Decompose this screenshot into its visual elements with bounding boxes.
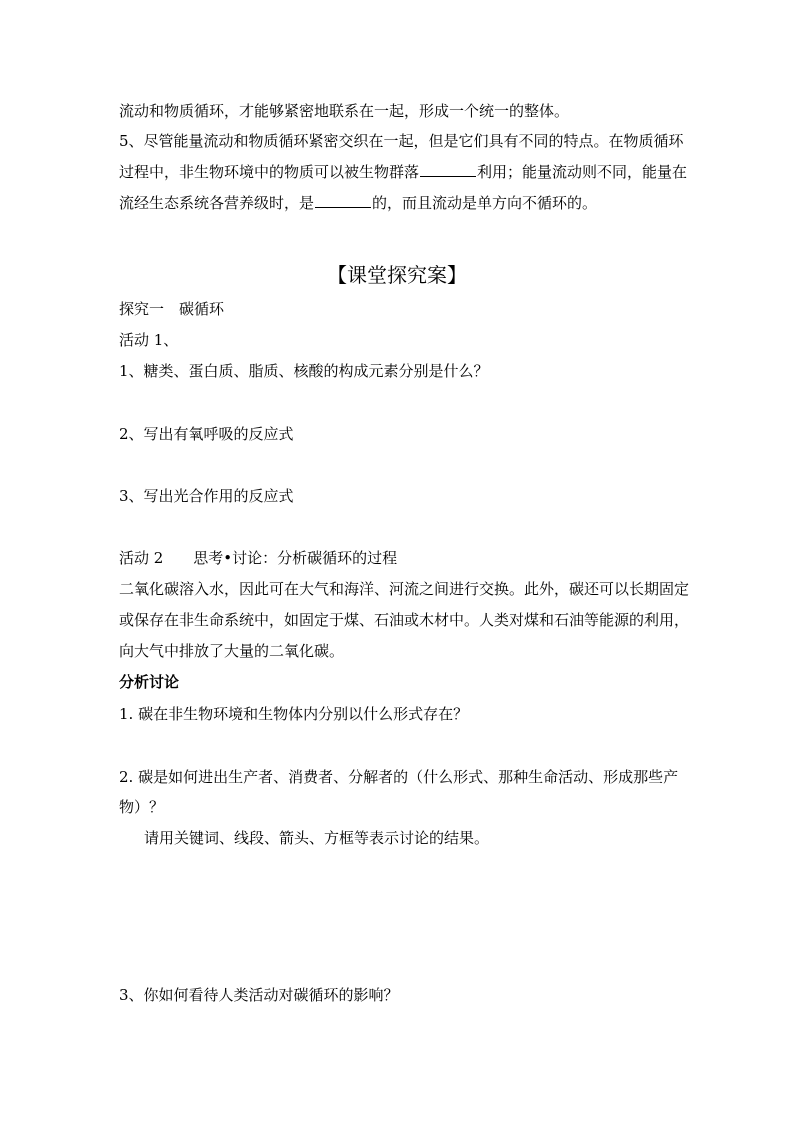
explore-1-heading: 探究一 碳循环 [119,300,225,318]
question-2: 2、写出有氧呼吸的反应式 [119,425,294,443]
analysis-question-1: 1. 碳在非生物环境和生物体内分别以什么形式存在？ [119,705,469,723]
intro-line-3 [119,162,687,182]
intro-line-3-start: 过程中，非生物环境中的物质可以被生物群落 [119,163,420,181]
fill-blank-1[interactable] [420,162,476,177]
intro-line-4-start: 流经生态系统各营养级时，是 [119,194,315,212]
section-title: 【课堂探究案】 [327,263,467,287]
analysis-question-2-line-1: 2. 碳是如何进出生产者、消费者、分解者的（什么形式、那种生命活动、形成那些产 [119,768,679,786]
intro-line-2: 5、尽管能量流动和物质循环紧密交织在一起，但是它们具有不同的特点。在物质循环 [119,132,684,150]
analysis-heading: 分析讨论 [119,673,180,691]
activity-2-paragraph-line-3: 向大气中排放了大量的二氧化碳。 [119,642,345,660]
fill-blank-2[interactable] [315,193,371,208]
activity-2-paragraph-line-1: 二氧化碳溶入水，因此可在大气和海洋、河流之间进行交换。此外，碳还可以长期固定 [119,580,690,598]
intro-line-4-end: 的，而且流动是单方向不循环的。 [372,194,598,212]
activity-2-heading: 活动 2 思考•讨论：分析碳循环的过程 [119,549,398,567]
question-3: 3、写出光合作用的反应式 [119,487,294,505]
activity-2-paragraph-line-2: 或保存在非生命系统中，如固定于煤、石油或木材中。人类对煤和石油等能源的利用， [119,611,690,629]
intro-line-4 [119,193,597,213]
analysis-question-3: 3、你如何看待人类活动对碳循环的影响？ [119,986,399,1004]
analysis-note: 请用关键词、线段、箭头、方框等表示讨论的结果。 [144,829,490,847]
intro-line-3-end: 利用；能量流动则不同，能量在 [477,163,688,181]
question-1: 1、糖类、蛋白质、脂质、核酸的构成元素分别是什么？ [119,362,489,380]
activity-1-label: 活动 1、 [119,331,179,349]
analysis-question-2-line-2: 物）？ [119,798,165,816]
intro-line-1: 流动和物质循环，才能够紧密地联系在一起，形成一个统一的整体。 [119,102,570,120]
